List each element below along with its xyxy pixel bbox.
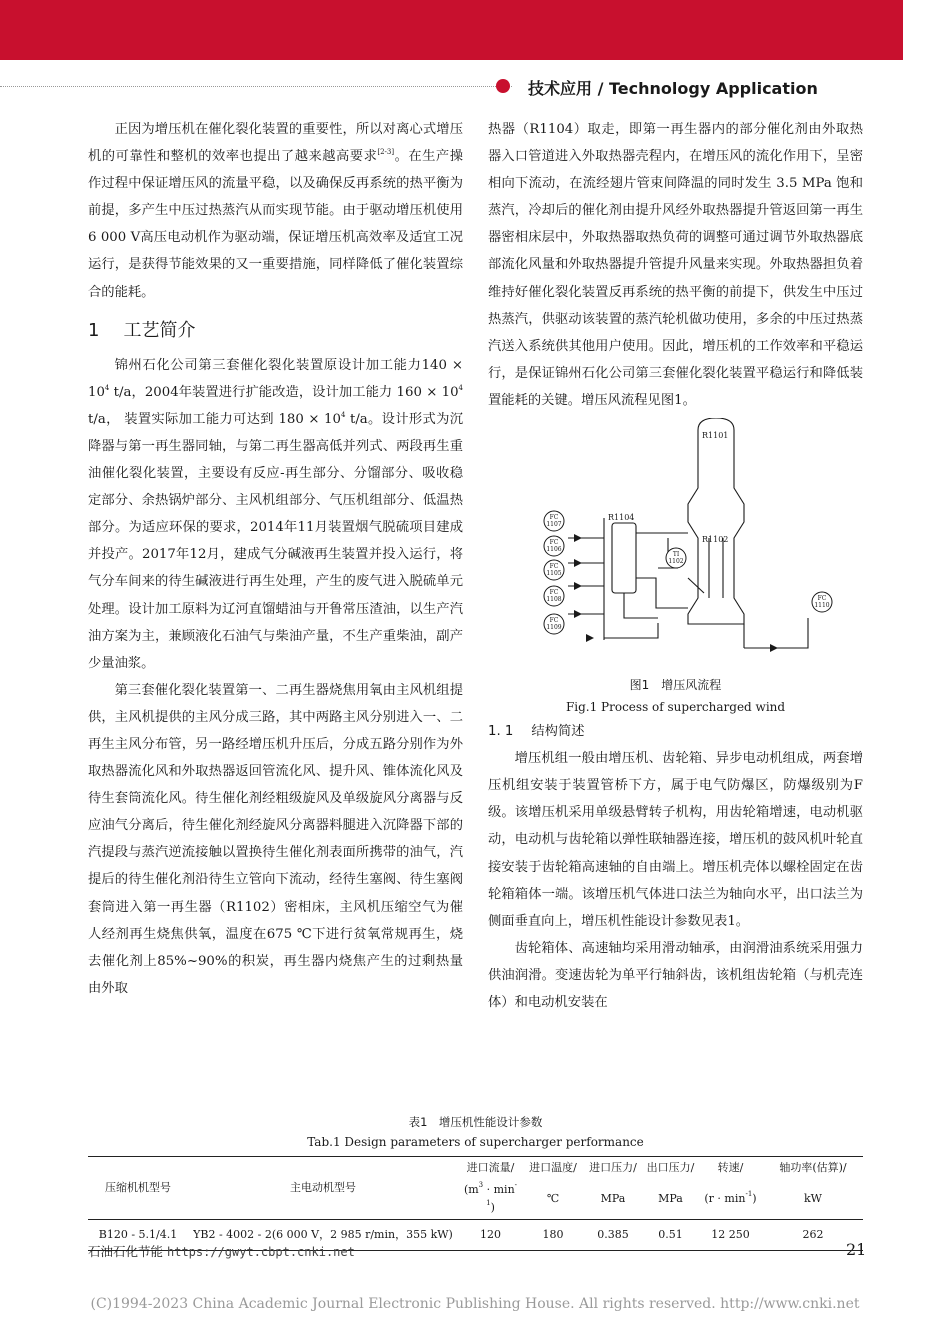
fc1109-number: 1109 <box>546 624 562 632</box>
ti1102-number: 1102 <box>668 558 684 566</box>
process-flow-diagram <box>508 418 848 674</box>
header-inlet-temp: 进口温度/ <box>523 1157 583 1180</box>
journal-url[interactable]: https://gwyt.cbpt.cnki.net <box>167 1245 355 1259</box>
fc1105-code: FC <box>549 563 559 571</box>
lift-pipe <box>624 593 658 618</box>
process-paragraph-continued: 热器（R1104）取走，即第一再生器内的部分催化剂由外取热器入口管道进入外取热器壳程内，在增压风的流化作用下，呈密相向下流动，在流经翅片管束间降温的同时发生 3.5 MPa 饱和蒸汽，冷却后的催化剂由提升风经外取热器提升管返回第一再生器密相床层中，外取热器取热负荷的调整可通过调节外取热器底部流化风量和外取热器提升管提升风量来实现。外取热器担负着维持好催化裂化装置反再系统的热平衡的前提下，供发生中压过热蒸汽，供驱动该装置的蒸汽轮机做功使用，多余的中压过热蒸汽送入系统供其他用户使用。因此，增压机的工作效率和平稳运行，是保证锦州石化公司第三套催化裂化装置平稳运行和降低装置能耗的关键。增压风流程见图1。 <box>488 122 863 408</box>
unit-outlet-pressure: MPa <box>643 1179 698 1220</box>
table-1-caption-cn: 表1 增压机性能设计参数 <box>408 1115 543 1129</box>
cyclone-pipe <box>688 578 704 593</box>
structure-paragraph: 增压机组一般由增压机、齿轮箱、异步电动机组成，两套增压机组安装于装置管桥下方，属于电气防爆区，防爆级别为F级。该增压机采用单级悬臂转子机构，用齿轮箱增速，电动机驱动，电动机与齿轮箱以弹性联轴器连接，增压机的鼓风机叶轮直接安装于齿轮箱高速轴的自由端上。增压机壳体以螺栓固定在齿轮箱箱体一端。该增压机气体进口法兰为轴向水平，出口法兰为侧面垂直向上，增压机性能设计参数见表1。 <box>488 751 863 929</box>
journal-name: 石油石化节能 <box>88 1244 164 1259</box>
header-motor-model: 主电动机型号 <box>188 1157 458 1220</box>
label-r1104: R1104 <box>608 513 635 523</box>
header-speed: 转速/ <box>698 1157 763 1180</box>
fc1106-number: 1106 <box>546 546 562 554</box>
right-column <box>488 116 863 1016</box>
bearing-paragraph: 齿轮箱体、高速轴均采用滑动轴承，由润滑油系统采用强力供油润滑。变速齿轮为单平行轴斜齿，该机组齿轮箱（与机壳连体）和电动机安装在 <box>488 940 863 1010</box>
parameters-table <box>88 1156 863 1251</box>
cell-inlet-pressure: 0.385 <box>583 1220 643 1251</box>
page-number: 21 <box>846 1240 867 1259</box>
cell-motor-model: YB2 - 4002 - 2(6 000 V，2 985 r/min，355 kW) <box>188 1220 458 1251</box>
fc1108-number: 1108 <box>546 596 562 604</box>
fc1107-code: FC <box>549 514 559 522</box>
cell-outlet-pressure: 0.51 <box>643 1220 698 1251</box>
cell-inlet-temp: 180 <box>523 1220 583 1251</box>
fc1110-code: FC <box>817 595 827 603</box>
label-r1101: R1101 <box>702 431 729 441</box>
fc1106-code: FC <box>549 539 559 547</box>
header-shaft-power: 轴功率(估算)/ <box>763 1157 863 1180</box>
figure-1-caption-cn: 图1 增压风流程 <box>629 678 722 693</box>
header-outlet-pressure: 出口压力/ <box>643 1157 698 1180</box>
cell-inlet-flow: 120 <box>458 1220 523 1251</box>
intro-paragraph: 正因为增压机在催化裂化装置的重要性，所以对离心式增压机的可靠性和整机的效率也提出了越来越高要求[2-3]。在生产操作过程中保证增压风的流量平稳，以及确保反再系统的热平衡为前提，多产生中压过热蒸汽从而实现节能。由于驱动增压机使用6 000 V高压电动机作为驱动端，保证增压机高效率及适宜工况运行，是获得节能效果的又一重要措施，同样降低了催化装置综合的能耗。 <box>88 122 464 300</box>
table-1-caption-en: Tab.1 Design parameters of supercharger performance <box>307 1135 644 1149</box>
return-pipe <box>636 578 688 608</box>
fc1107-number: 1107 <box>546 521 562 529</box>
air-distribution-lines <box>568 538 658 638</box>
process-paragraph-2: 第三套催化裂化装置第一、二再生器烧焦用氧由主风机组提供，主风机提供的主风分成三路，其中两路主风分别进入一、二再生主风分布管，另一路经增压机升压后，分成五路分别作为外取热器流化风和外取热器返回管流化风、提升风、锥体流化风及待生套筒流化风。待生催化剂经粗级旋风及单级旋风分离器与反应油气分离后，待生催化剂经旋风分离器料腿进入沉降器下部的汽提段与蒸汽逆流接触以置换待生催化剂表面所携带的油气，汽提后的待生催化剂沿待生立管向下流动，经待生塞阀、待生塞阀套筒进入第一再生器（R1102）密相床，主风机压缩空气为催人经剂再生烧焦供氧，温度在675 ℃下进行贫氧常规再生，烧去催化剂上85%~90%的积炭，再生器内烧焦产生的过剩热量由外取 <box>88 682 463 996</box>
fc1108-code: FC <box>549 589 559 597</box>
unit-inlet-temp: ℃ <box>523 1179 583 1220</box>
ti1102-code: TI <box>672 551 680 559</box>
unit-inlet-pressure: MPa <box>583 1179 643 1220</box>
figure-1-caption-en: Fig.1 Process of supercharged wind <box>565 700 786 715</box>
cell-shaft-power: 262 <box>763 1220 863 1251</box>
reactor-vessel-r1101 <box>688 418 744 624</box>
section-title: 技术应用 / Technology Application <box>528 79 818 98</box>
header-dotted-rule <box>0 86 512 87</box>
header-red-dot-icon <box>496 79 510 93</box>
header-inlet-flow: 进口流量/ <box>458 1157 523 1180</box>
figure-1 <box>488 418 863 674</box>
table-1 <box>88 1112 863 1251</box>
header-compressor-model: 压缩机机型号 <box>88 1157 188 1220</box>
footer-journal <box>88 1242 355 1260</box>
cell-compressor-model: B120 - 5.1/4.1 <box>88 1220 188 1251</box>
header-inlet-pressure: 进口压力/ <box>583 1157 643 1180</box>
external-heat-exchanger-r1104 <box>612 523 636 593</box>
fc1105-number: 1105 <box>546 570 562 578</box>
fc1109-code: FC <box>549 617 559 625</box>
unit-shaft-power: kW <box>763 1179 863 1220</box>
unit-speed: $(r \cdot \min^{-1})$ <box>698 1179 763 1220</box>
unit-inlet-flow: $(m^3 \cdot \min^{-1})$ <box>458 1179 523 1220</box>
process-paragraph-1: 锦州石化公司第三套催化裂化装置原设计加工能力$140 \times 10^4$ t/a，2004年装置进行扩能改造，设计加工能力 $160 \times 10^4$ t/a， 装置实际加工能力可达到 $180 \times 10^4$ t/a。设计形式为沉降器与第一再生器同轴，与第二再生器高低并列式、两段再生重油催化裂化装置，主要设有反应-再生部分、分馏部分、吸收稳定部分、余热锅炉部分、主风机组部分、气压机组部分、低温热部分。为适应环保的要求，2014年11月装置烟气脱硫项目建成并投产。2017年12月，建成气分碱液再生装置并投入运行，将气分车间来的待生碱液进行再生处理，产生的废气进入脱硫单元处理。设计加工原料为辽河直馏蜡油与开鲁常压渣油，以生产汽油方案为主，兼顾液化石油气与柴油产量，不生产重柴油，副产少量油浆。 <box>88 357 463 671</box>
fc1110-line <box>744 618 808 648</box>
fc1110-number: 1110 <box>814 602 830 610</box>
section-heading-1: 1 工艺简介 <box>88 319 196 341</box>
copyright-watermark: (C)1994-2023 China Academic Journal Electronic Publishing House. All rights reserved. http://www.cnki.net <box>90 1296 860 1312</box>
section-heading-1-1: 1. 1 结构简述 <box>488 724 585 740</box>
header-accent-bar <box>0 0 903 60</box>
left-column <box>88 116 463 1002</box>
label-r1102: R1102 <box>702 535 729 545</box>
cell-speed: 12 250 <box>698 1220 763 1251</box>
